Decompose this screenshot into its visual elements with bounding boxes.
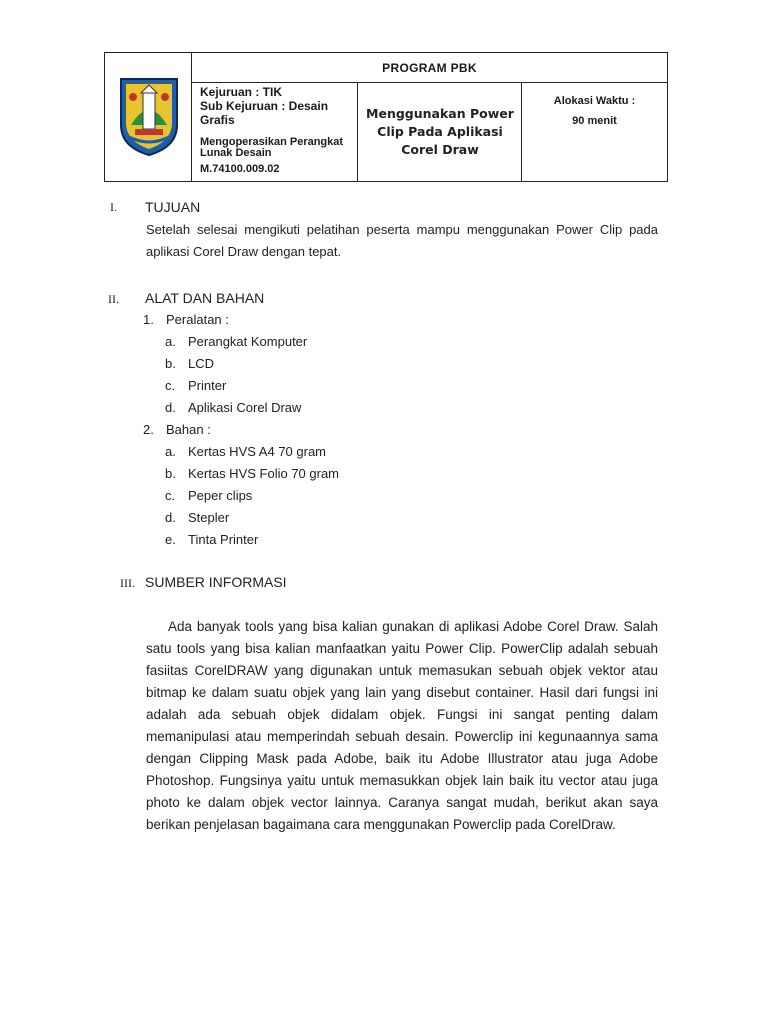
alokasi-waktu (522, 91, 667, 131)
list-letter: a. (165, 444, 176, 459)
list-letter: d. (165, 510, 176, 525)
section-title-sumber-informasi: SUMBER INFORMASI (145, 574, 287, 590)
list-item (165, 488, 252, 503)
list-item (165, 532, 258, 547)
unit-kompetensi: Mengoperasikan Perangkat Lunak Desain (200, 136, 344, 159)
jawa-timur-emblem-icon (117, 75, 181, 157)
list-letter: d. (165, 400, 176, 415)
section-number: I. (110, 200, 117, 214)
kejuruan-block (200, 85, 355, 127)
list-item (165, 356, 214, 371)
list-label: Peralatan : (166, 312, 229, 327)
list-text: Printer (188, 378, 227, 393)
list-letter: e. (165, 532, 176, 547)
alokasi-value: 90 menit (572, 115, 617, 127)
header-table (104, 52, 668, 182)
list-item (165, 444, 326, 459)
list-item (143, 422, 211, 437)
section-number: III. (120, 576, 135, 590)
sumber-informasi-text: Ada banyak tools yang bisa kalian gunakan di aplikasi Adobe Corel Draw. Salah satu tools yang bisa kalian manfaatkan yaitu Power Clip. PowerClip adalah sebuah fasiitas CorelDRAW yang digunakan untuk memasukan sebuah objek vektor atau bitmap ke dalam suatu objek yang lain yang disebut container. Hasil dari fungsi ini adalah ada sebuah objek didalam objek. Fungsi ini sangat penting dalam memanipulasi atau memperindah sebuah desain. Powerclip ini kegunaannya sama dengan Clipping Mask pada Adobe, baik itu Adobe Illustrator atau juga Adobe Photoshop. Fungsinya yaitu untuk memasukkan objek lain baik itu vector atau juga photo ke dalam objek vector lainnya. Caranya sangat mudah, berikut akan saya berikan penjelasan bagaimana cara menggunakan Powerclip pada CorelDraw. (146, 619, 658, 832)
list-letter: b. (165, 466, 176, 481)
list-item (165, 400, 301, 415)
alokasi-label: Alokasi Waktu : (553, 95, 636, 107)
list-item (165, 378, 226, 393)
list-number: 1. (143, 312, 154, 327)
list-number: 2. (143, 422, 154, 437)
list-text: Tinta Printer (188, 532, 259, 547)
logo-cell (105, 53, 192, 181)
list-text: Stepler (188, 510, 230, 525)
kode-unit: M.74100.009.02 (200, 163, 280, 175)
judul-materi: Menggunakan Power Clip Pada Aplikasi Corel Draw (366, 106, 514, 157)
list-text: Aplikasi Corel Draw (188, 400, 302, 415)
list-item (165, 466, 339, 481)
program-title: PROGRAM PBK (382, 61, 477, 75)
section-title-alat-bahan: ALAT DAN BAHAN (145, 290, 265, 306)
list-item (143, 312, 229, 327)
list-text: Kertas HVS Folio 70 gram (188, 466, 340, 481)
list-item (165, 334, 307, 349)
tujuan-text: Setelah selesai mengikuti pelatihan peserta mampu menggunakan Power Clip pada aplikasi Corel Draw dengan tepat. (146, 222, 658, 259)
list-item (165, 510, 229, 525)
list-letter: b. (165, 356, 176, 371)
list-text: Kertas HVS A4 70 gram (188, 444, 327, 459)
list-letter: a. (165, 334, 176, 349)
list-text: LCD (188, 356, 215, 371)
sub-kejuruan: Sub Kejuruan : Desain Grafis (200, 99, 329, 127)
list-letter: c. (165, 378, 176, 393)
list-letter: c. (165, 488, 176, 503)
section-number: II. (108, 292, 119, 306)
kejuruan: Kejuruan : TIK (200, 85, 283, 99)
section-title-tujuan: TUJUAN (145, 199, 201, 215)
list-text: Perangkat Komputer (188, 334, 308, 349)
list-label: Bahan : (166, 422, 211, 437)
list-text: Peper clips (188, 488, 253, 503)
